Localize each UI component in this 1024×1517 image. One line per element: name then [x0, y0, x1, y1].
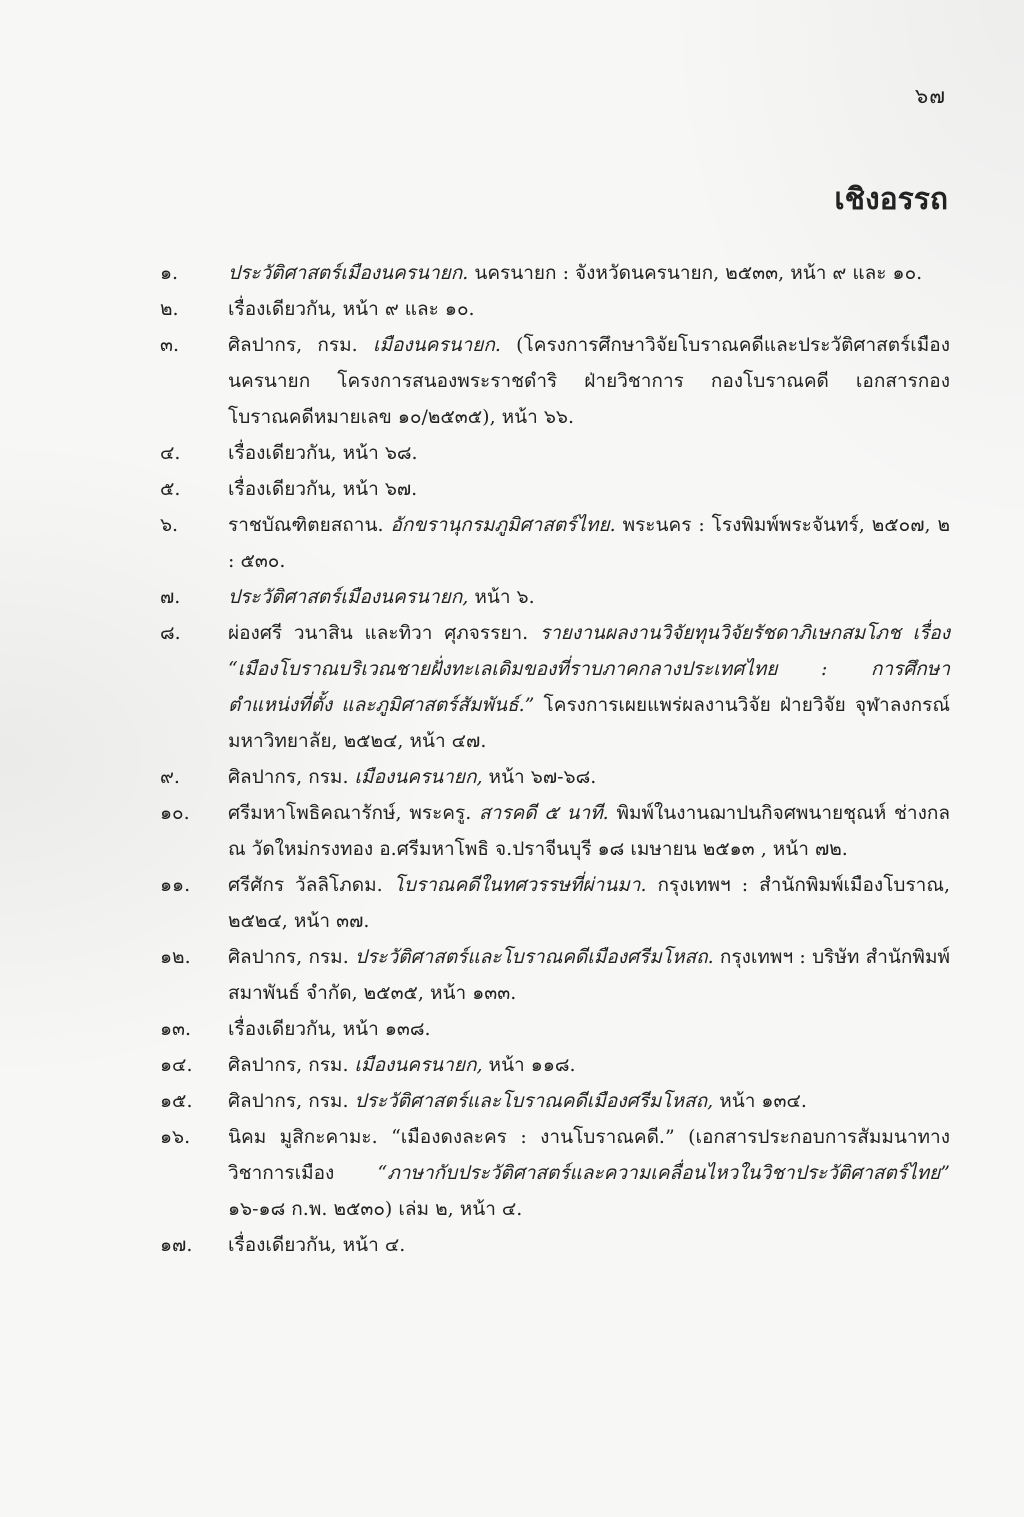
footnote-number: ๓.	[160, 334, 180, 356]
footnote-text	[228, 291, 950, 327]
footnote-text-part: ราชบัณฑิตยสถาน.	[228, 514, 391, 536]
footnote-item	[160, 507, 950, 579]
footnote-text-part: พิมพ์ในงานฌาปนกิจศพนายชุณห์ ช่างกล ณ วัดใหม่กรงทอง อ.ศรีมหาโพธิ จ.ปราจีนบุรี ๑๘ เมษายน ๒๕๑๓ , หน้า ๗๒.	[228, 802, 950, 860]
footnote-number: ๑๗.	[160, 1234, 193, 1256]
footnote-item	[160, 759, 950, 795]
footnote-text-part: กรุงเทพฯ : สำนักพิมพ์เมืองโบราณ, ๒๕๒๔, หน้า ๓๗.	[228, 874, 951, 932]
footnote-title-italic: อักขรานุกรมภูมิศาสตร์ไทย.	[390, 514, 616, 536]
footnote-text-part: ศิลปากร, กรม.	[228, 1054, 355, 1076]
footnote-text	[228, 1227, 950, 1263]
footnote-item	[160, 435, 950, 471]
footnote-text-part: เรื่องเดียวกัน, หน้า ๙ และ ๑๐.	[228, 298, 475, 320]
footnote-text-part: เรื่องเดียวกัน, หน้า ๔.	[228, 1234, 406, 1256]
footnote-text	[228, 1047, 950, 1083]
footnote-number: ๒.	[160, 298, 179, 320]
footnote-title-italic: ประวัติศาสตร์และโบราณคดีเมืองศรีมโหสถ.	[355, 946, 714, 968]
footnote-text	[228, 939, 950, 1011]
footnote-title-italic: เมืองนครนายก,	[354, 766, 483, 788]
footnote-text-part: ๑๖-๑๘ ก.พ. ๒๕๓๐) เล่ม ๒, หน้า ๔.	[228, 1198, 523, 1220]
footnote-item	[160, 1083, 950, 1119]
footnote-item	[160, 1011, 950, 1047]
footnote-text-part: ศิลปากร, กรม.	[228, 1090, 355, 1112]
footnote-number: ๘.	[160, 622, 181, 644]
footnote-number: ๑๔.	[160, 1054, 193, 1076]
footnote-text-part: ศรีมหาโพธิคณารักษ์, พระครู.	[228, 802, 480, 824]
footnote-item	[160, 795, 950, 867]
footnote-text-part: หน้า ๖๗-๖๘.	[482, 766, 597, 788]
footnote-title-italic: ประวัติศาสตร์เมืองนครนายก.	[228, 262, 469, 284]
footnote-title-italic: รายงานผลงานวิจัยทุนวิจัยรัชดาภิเษกสมโภช เรื่อง “เมืองโบราณบริเวณชายฝั่งทะเลเดิมของที่ราบภาคกลางประเทศไทย : การศึกษาตำแหน่งที่ตั้ง และภูมิศาสตร์สัมพันธ์.”	[228, 622, 950, 716]
footnote-text-part: ศิลปากร, กรม.	[228, 334, 373, 356]
footnote-text-part: ผ่องศรี วนาสิน และทิวา ศุภจรรยา.	[228, 622, 540, 644]
footnote-item	[160, 255, 950, 291]
footnote-number: ๑๑.	[160, 874, 191, 896]
footnote-text	[228, 507, 950, 579]
footnote-text-part: หน้า ๖.	[468, 586, 535, 608]
footnote-number: ๑.	[160, 262, 179, 284]
footnote-text	[228, 471, 950, 507]
footnote-item	[160, 939, 950, 1011]
footnote-title-italic: เมืองนครนายก.	[372, 334, 501, 356]
footnote-number: ๙.	[160, 766, 180, 788]
footnote-text	[228, 1011, 950, 1047]
footnote-text-part: โครงการเผยแพร่ผลงานวิจัย ฝ่ายวิจัย จุฬาลงกรณ์มหาวิทยาลัย, ๒๕๒๔, หน้า ๔๗.	[228, 694, 950, 752]
footnote-number: ๗.	[160, 586, 181, 608]
footnote-text	[228, 867, 950, 939]
footnote-text	[228, 435, 950, 471]
footnote-text	[228, 795, 950, 867]
footnote-number: ๑๒.	[160, 946, 191, 968]
footnote-title-italic: เมืองนครนายก,	[354, 1054, 483, 1076]
footnote-number: ๖.	[160, 514, 179, 536]
footnote-item	[160, 1047, 950, 1083]
footnote-item	[160, 579, 950, 615]
footnote-number: ๔.	[160, 442, 181, 464]
footnote-text-part: นครนายก : จังหวัดนครนายก, ๒๕๓๓, หน้า ๙ และ ๑๐.	[468, 262, 923, 284]
footnote-text-part: (โครงการศึกษาวิจัยโบราณคดีและประวัติศาสตร์เมืองนครนายก โครงการสนองพระราชดำริ ฝ่ายวิชาการ กองโบราณคดี เอกสารกองโบราณคดีหมายเลข ๑๐/๒๕๓๕), หน้า ๖๖.	[228, 334, 950, 428]
footnote-text	[228, 759, 950, 795]
footnote-list	[160, 255, 950, 1263]
footnote-title-italic: สารคดี ๕ นาที.	[479, 802, 609, 824]
footnote-text	[228, 615, 950, 759]
footnote-item	[160, 615, 950, 759]
footnote-text	[228, 1083, 950, 1119]
footnote-number: ๑๓.	[160, 1018, 192, 1040]
footnote-number: ๑๕.	[160, 1090, 193, 1112]
footnote-title-italic: “ภาษากับประวัติศาสตร์และความเคลื่อนไหวในวิชาประวัติศาสตร์ไทย”	[377, 1162, 950, 1184]
footnote-title-italic: ประวัติศาสตร์เมืองนครนายก,	[228, 586, 469, 608]
page-title: เชิงอรรถ	[834, 182, 948, 217]
footnote-item	[160, 1119, 950, 1227]
footnote-text-part: เรื่องเดียวกัน, หน้า ๖๗.	[228, 478, 418, 500]
footnote-text-part: หน้า ๑๓๔.	[713, 1090, 807, 1112]
footnote-text	[228, 579, 950, 615]
footnote-number: ๑๐.	[160, 802, 190, 824]
footnote-text-part: หน้า ๑๑๘.	[482, 1054, 576, 1076]
footnote-number: ๑๖.	[160, 1126, 191, 1148]
footnote-text-part: ศิลปากร, กรม.	[228, 946, 356, 968]
footnote-text-part: เรื่องเดียวกัน, หน้า ๑๓๘.	[228, 1018, 431, 1040]
footnote-text-part: กรุงเทพฯ : บริษัท สำนักพิมพ์สมาพันธ์ จำกัด, ๒๕๓๕, หน้า ๑๓๓.	[228, 946, 950, 1004]
footnote-item	[160, 327, 950, 435]
footnote-text	[228, 255, 950, 291]
footnote-item	[160, 471, 950, 507]
page-number: ๖๗	[914, 84, 946, 108]
footnote-item	[160, 1227, 950, 1263]
footnote-item	[160, 867, 950, 939]
footnote-text-part: นิคม มูสิกะคามะ. “เมืองดงละคร : งานโบราณคดี.” (เอกสารประกอบการสัมมนาทางวิชาการเมือง	[228, 1126, 950, 1184]
footnote-number: ๕.	[160, 478, 181, 500]
footnote-text	[228, 1119, 950, 1227]
footnote-text	[228, 327, 950, 435]
footnote-text-part: ศิลปากร, กรม.	[228, 766, 355, 788]
footnote-text-part: เรื่องเดียวกัน, หน้า ๖๘.	[228, 442, 418, 464]
footnote-title-italic: โบราณคดีในทศวรรษที่ผ่านมา.	[393, 874, 647, 896]
footnote-text-part: พระนคร : โรงพิมพ์พระจันทร์, ๒๕๐๗, ๒ : ๕๓๐.	[228, 514, 951, 572]
footnote-item	[160, 291, 950, 327]
footnote-text-part: ศรีศักร วัลลิโภดม.	[228, 874, 394, 896]
footnote-title-italic: ประวัติศาสตร์และโบราณคดีเมืองศรีมโหสถ,	[354, 1090, 714, 1112]
